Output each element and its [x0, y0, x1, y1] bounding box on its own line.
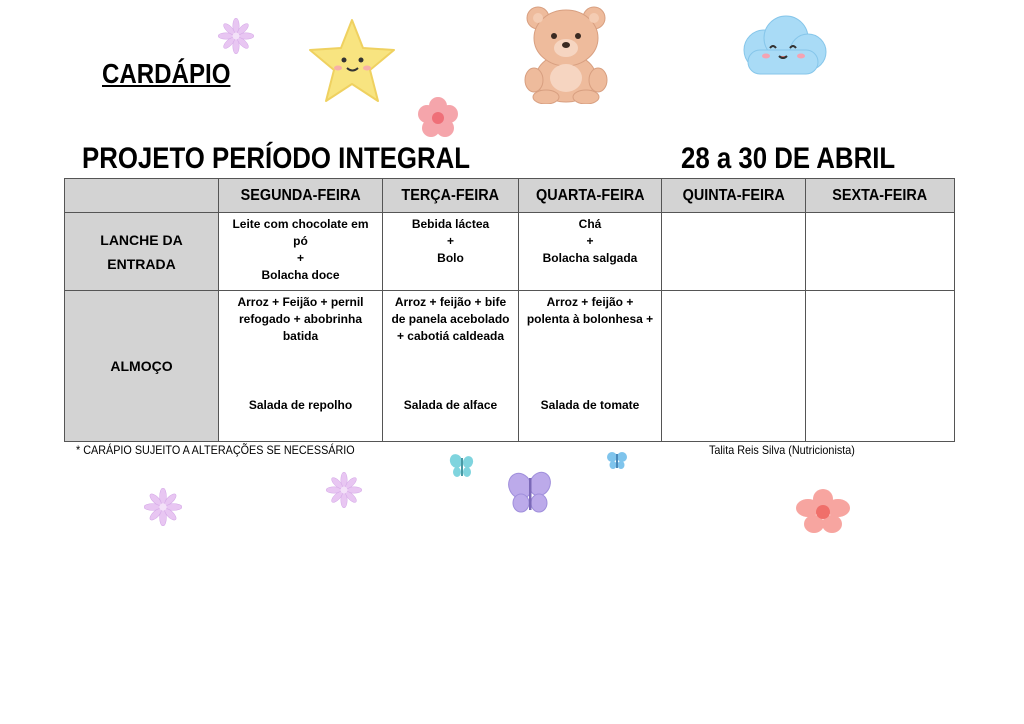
menu-cell: Leite com chocolate em pó + Bolacha doce	[219, 213, 383, 291]
row-label-almoco: ALMOÇO	[65, 291, 219, 442]
menu-cell	[662, 213, 806, 291]
table-row-almoco	[65, 291, 955, 442]
cloud-icon	[734, 12, 830, 82]
menu-cell: Chá + Bolacha salgada	[519, 213, 662, 291]
pink-flower-icon	[416, 96, 460, 140]
pink-flower-icon	[794, 488, 852, 536]
day-header: SEGUNDA-FEIRA	[219, 179, 383, 213]
menu-cell: Arroz + Feijão + pernil refogado + abobrinha batida Salada de repolho	[219, 291, 383, 442]
day-header: QUARTA-FEIRA	[519, 179, 662, 213]
menu-cell	[806, 213, 955, 291]
row-label-lanche: LANCHE DA ENTRADA	[65, 213, 219, 291]
menu-table	[64, 178, 955, 442]
nutritionist-signature: Talita Reis Silva (Nutricionista)	[709, 443, 855, 457]
day-header: TERÇA-FEIRA	[383, 179, 519, 213]
teddy-bear-icon	[518, 4, 614, 104]
butterfly-icon	[506, 470, 554, 516]
lilac-flower-icon	[326, 472, 362, 508]
day-header: SEXTA-FEIRA	[806, 179, 955, 213]
salad-text: Salada de tomate	[540, 398, 640, 412]
page-title: CARDÁPIO	[102, 58, 231, 89]
star-icon	[306, 16, 398, 106]
butterfly-icon	[606, 450, 628, 472]
salad-text: Salada de repolho	[248, 398, 353, 412]
menu-cell: Bebida láctea + Bolo	[383, 213, 519, 291]
menu-cell: Arroz + feijão + polenta à bolonhesa + Salada de tomate	[519, 291, 662, 442]
salad-text: Salada de alface	[403, 398, 498, 412]
corner-cell	[65, 179, 219, 213]
table-row-lanche	[65, 213, 955, 291]
day-header: QUINTA-FEIRA	[662, 179, 806, 213]
project-title: PROJETO PERÍODO INTEGRAL	[82, 142, 471, 175]
date-range: 28 a 30 DE ABRIL	[681, 142, 896, 175]
menu-cell: Arroz + feijão + bife de panela acebolado + cabotiá caldeada Salada de alface	[383, 291, 519, 442]
menu-cell	[806, 291, 955, 442]
butterfly-icon	[448, 452, 476, 480]
table-header-row	[65, 179, 955, 213]
menu-cell	[662, 291, 806, 442]
lilac-flower-icon	[218, 18, 254, 54]
lilac-flower-icon	[144, 488, 182, 526]
footnote: * CARÁPIO SUJEITO A ALTERAÇÕES SE NECESSÁRIO	[76, 443, 355, 457]
